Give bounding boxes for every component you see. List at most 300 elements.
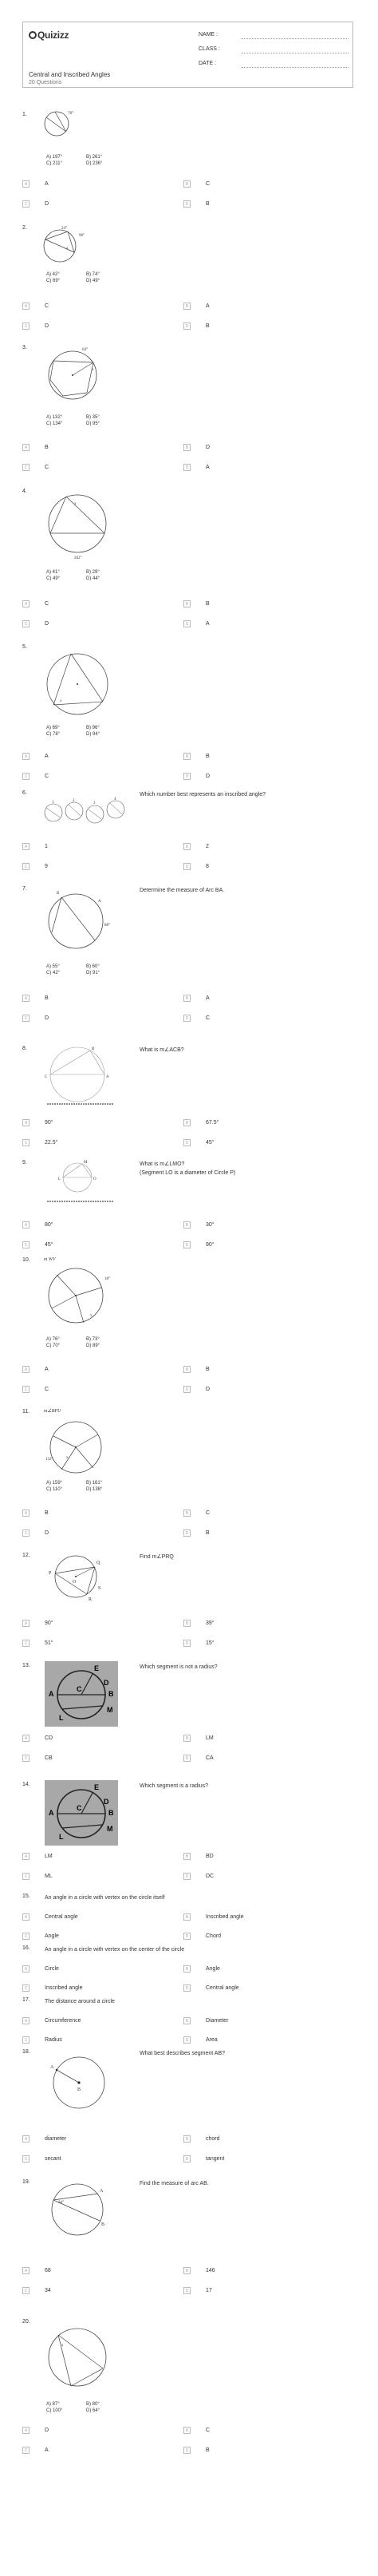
option-letter-box: B	[183, 2267, 191, 2274]
option-text: 51°	[45, 1640, 53, 1646]
option-text: Inscribed angle	[45, 1985, 83, 1991]
question-text: Which segment is not a radius?	[140, 1664, 218, 1670]
option-text: 45°	[206, 1140, 215, 1146]
question-number: 3.	[22, 345, 27, 350]
option-letter-box: C	[22, 863, 30, 870]
logo-text: Quizizz	[37, 30, 69, 41]
question-figure	[42, 1407, 122, 1483]
choice-c: C) 69°	[46, 279, 61, 283]
circle-diagram	[42, 346, 106, 402]
choice-a: A) 159°	[46, 1481, 63, 1486]
choice-d: D) 94°	[86, 732, 100, 737]
point-l-label: L	[59, 1714, 64, 1722]
option-text: C	[206, 2428, 211, 2433]
point-c-label: C	[77, 1804, 82, 1812]
circle-diagram	[42, 889, 122, 957]
option-letter-box: B	[183, 753, 191, 760]
option-text: C	[206, 181, 211, 187]
question-2	[22, 225, 357, 337]
point-o-label: O	[93, 1177, 96, 1181]
point-a-label: A	[49, 1690, 54, 1698]
option-text: C	[45, 465, 49, 470]
circle-photo	[45, 1780, 118, 1846]
question-text: What is m∠ACB?	[140, 1047, 184, 1053]
option-letter-box: A	[22, 1620, 30, 1627]
option-letter-box: D	[183, 2287, 191, 2294]
figure-label-1: 1	[52, 801, 54, 805]
option-text: Area	[206, 2037, 218, 2043]
option-letter-box: A	[22, 444, 30, 451]
option-text: C	[45, 774, 49, 779]
option-text: 39°	[206, 1620, 215, 1626]
option-text: chord	[206, 2136, 220, 2142]
figure-label-2: 2	[73, 799, 75, 803]
question-number: 1.	[22, 112, 27, 117]
choice-d: D) 49°	[86, 279, 100, 283]
option-text: D	[206, 774, 211, 779]
option-letter-box: C	[22, 620, 30, 627]
option-letter-box: A	[22, 995, 30, 1002]
question-20	[22, 2319, 357, 2463]
option-text: A	[206, 995, 210, 1001]
choice-b: B) 60°	[86, 964, 100, 969]
question-text: Find m∠PRQ	[140, 1554, 174, 1560]
option-text: 90°	[206, 1242, 215, 1248]
option-text: Angle	[206, 1966, 220, 1972]
option-letter-box: B	[183, 1366, 191, 1373]
option-text: A	[45, 754, 49, 759]
circle-diagram	[42, 1160, 122, 1206]
point-e-label: E	[94, 1664, 100, 1672]
choice-d: D) 44°	[86, 576, 100, 581]
option-text: B	[206, 1530, 210, 1536]
option-text: A	[206, 621, 210, 627]
option-letter-box: D	[183, 863, 191, 870]
option-text: C	[45, 303, 49, 309]
arc-label: 98°	[79, 234, 85, 238]
point-b-label: B	[92, 1047, 95, 1051]
option-text: B	[206, 323, 210, 329]
option-letter-box: B	[183, 1510, 191, 1517]
point-c-label: C	[45, 1075, 48, 1079]
question-text: Find the measure of arc AB.	[140, 2181, 209, 2186]
option-letter-box: C	[22, 1755, 30, 1762]
option-text: LM	[45, 1854, 53, 1859]
circle-photo	[45, 1661, 118, 1727]
option-text: 22.5°	[45, 1140, 58, 1146]
option-letter-box: C	[22, 1241, 30, 1248]
option-text: 45°	[45, 1242, 53, 1248]
option-text: LM	[206, 1735, 214, 1741]
question-figure	[42, 2179, 122, 2243]
option-text: A	[45, 1367, 49, 1372]
option-text: Central angle	[45, 1914, 78, 1920]
question-number: 4.	[22, 489, 27, 494]
circle-diagram	[42, 2324, 122, 2396]
choice-a: A) 42°	[46, 272, 60, 277]
option-letter-box: B	[183, 444, 191, 451]
question-number: 2.	[22, 225, 27, 231]
option-text: C	[206, 1015, 211, 1021]
choice-b: B) 35°	[86, 415, 100, 420]
angle-notation-label: m∠BPU	[44, 1409, 61, 1414]
option-text: diameter	[45, 2136, 67, 2142]
circle-diagram	[42, 1256, 122, 1332]
choice-a: A) 197°	[46, 155, 63, 160]
circle-diagram	[42, 1407, 122, 1483]
point-b-label: B	[108, 1809, 114, 1817]
option-text: C	[45, 1387, 49, 1392]
logo-ring-icon	[29, 31, 37, 39]
option-letter-box: C	[22, 1139, 30, 1146]
question-text: What best describes segment AB?	[140, 2051, 225, 2056]
option-letter-box: C	[22, 1386, 30, 1393]
option-text: A	[45, 181, 49, 187]
option-text: Angle	[45, 1933, 59, 1939]
choice-c: C) 78°	[46, 732, 61, 737]
option-letter-box: B	[183, 1735, 191, 1742]
option-text: A	[206, 303, 210, 309]
option-letter-box: C	[22, 773, 30, 780]
arc-notation-label: m WV	[44, 1257, 56, 1262]
option-text: D	[45, 201, 49, 207]
name-field[interactable]	[199, 32, 348, 39]
option-text: DC	[206, 1874, 215, 1879]
angle-label: 24°	[61, 227, 67, 231]
point-l-label: L	[58, 1177, 61, 1181]
option-letter-box: B	[183, 600, 191, 607]
option-text: B	[206, 201, 210, 207]
point-l-label: L	[59, 1833, 64, 1841]
class-field[interactable]	[199, 46, 348, 53]
option-letter-box: D	[183, 464, 191, 471]
question-number: 15.	[22, 1893, 30, 1899]
question-figure	[42, 889, 122, 957]
choice-b: B) 161°	[86, 1481, 103, 1486]
point-q-label: Q	[96, 1561, 100, 1565]
point-b-label: B	[101, 2222, 105, 2227]
question-figure	[42, 225, 98, 271]
choice-d: D) 236°	[86, 161, 103, 166]
option-letter-box: D	[183, 2036, 191, 2044]
question-figure	[42, 795, 130, 829]
option-text: B	[45, 445, 49, 450]
unknown-label: x	[61, 2344, 64, 2348]
option-letter-box: D	[183, 1755, 191, 1762]
option-text: CB	[45, 1755, 53, 1761]
question-15	[22, 1893, 357, 1939]
option-text: 9	[45, 864, 48, 869]
question-8	[22, 1046, 357, 1150]
choice-c: C) 49°	[46, 576, 61, 581]
choice-a: A) 69°	[46, 726, 60, 730]
option-text: B	[206, 754, 210, 759]
option-text: Central angle	[206, 1985, 239, 1991]
option-letter-box: C	[22, 2155, 30, 2162]
option-letter-box: B	[183, 1119, 191, 1126]
option-text: Diameter	[206, 2018, 229, 2024]
question-13	[22, 1663, 357, 1767]
option-letter-box: B	[183, 303, 191, 310]
option-text: 34	[45, 2288, 51, 2293]
question-number: 6.	[22, 790, 27, 796]
name-label: NAME :	[199, 32, 219, 38]
question-text: What is m∠LMO?	[140, 1161, 185, 1167]
point-e-label: E	[94, 1783, 100, 1791]
option-text: ML	[45, 1874, 53, 1879]
option-letter-box: B	[183, 843, 191, 850]
arc-label: 18°	[104, 1277, 110, 1281]
question-9	[22, 1160, 357, 1252]
arc-label: 132°	[45, 1458, 53, 1462]
quizizz-logo	[29, 30, 69, 41]
option-letter-box: D	[183, 1241, 191, 1248]
option-letter-box: C	[22, 1015, 30, 1022]
option-letter-box: A	[22, 843, 30, 850]
choice-b: B) 29°	[86, 570, 100, 575]
question-number: 8.	[22, 1046, 27, 1051]
option-letter-box: D	[183, 1015, 191, 1022]
question-3	[22, 345, 357, 477]
worksheet-title: Central and Inscribed Angles	[29, 71, 111, 78]
option-text: 146	[206, 2268, 215, 2273]
option-letter-box: C	[22, 1933, 30, 1940]
question-figure	[42, 1256, 122, 1332]
option-letter-box: B	[183, 1620, 191, 1627]
option-text: B	[206, 601, 210, 607]
option-letter-box: C	[22, 200, 30, 208]
choice-a: A) 41°	[46, 570, 60, 575]
option-letter-box: D	[183, 773, 191, 780]
option-letter-box: A	[22, 2427, 30, 2434]
point-r-label: R	[89, 1597, 93, 1602]
question-figure	[42, 2052, 122, 2116]
question-number: 12.	[22, 1553, 30, 1558]
option-letter-box: C	[22, 2447, 30, 2454]
unknown-label: x	[66, 1456, 69, 1460]
option-letter-box: D	[183, 1386, 191, 1393]
point-a-label: A	[100, 2189, 104, 2194]
question-number: 14.	[22, 1782, 30, 1787]
option-letter-box: B	[183, 1965, 191, 1973]
unknown-label: x	[92, 368, 94, 372]
date-line	[242, 67, 348, 68]
angle-label: 34°	[58, 2201, 64, 2205]
question-text: Which segment is a radius?	[140, 1783, 208, 1789]
circle-diagram	[42, 2179, 122, 2243]
question-17	[22, 1997, 357, 2043]
question-18	[22, 2049, 357, 2169]
circle-diagram	[42, 1553, 122, 1605]
option-text: 8	[206, 864, 209, 869]
choice-b: B) 96°	[86, 726, 100, 730]
question-11	[22, 1409, 357, 1545]
choice-c: C) 70°	[46, 1343, 61, 1348]
figure-label-3: 3	[93, 801, 96, 805]
option-letter-box: C	[22, 1984, 30, 1992]
choice-d: D) 91°	[86, 971, 100, 975]
option-letter-box: A	[22, 303, 30, 310]
option-letter-box: D	[183, 1139, 191, 1146]
option-text: D	[45, 621, 49, 627]
name-line	[242, 38, 348, 39]
option-text: D	[45, 1530, 49, 1536]
choice-c: C) 211°	[46, 161, 62, 166]
circle-diagram	[42, 492, 122, 560]
point-b-label: B	[57, 892, 60, 896]
question-number: 18.	[22, 2049, 30, 2055]
date-label: DATE :	[199, 61, 217, 66]
choice-d: D) 95°	[86, 421, 100, 426]
question-5	[22, 644, 357, 788]
choice-a: A) 76°	[46, 1337, 60, 1342]
point-a-label: A	[106, 1075, 109, 1079]
option-letter-box: C	[22, 1529, 30, 1537]
option-text: C	[206, 1510, 211, 1516]
question-7	[22, 886, 357, 1034]
option-letter-box: A	[22, 600, 30, 607]
option-letter-box: A	[22, 753, 30, 760]
date-field[interactable]	[199, 61, 348, 68]
question-14	[22, 1782, 357, 1886]
point-p-label: P	[49, 1571, 52, 1576]
choice-c: C) 110°	[46, 1487, 62, 1492]
question-text: The distance around a circle	[45, 1999, 115, 2004]
option-text: tangent	[206, 2156, 225, 2162]
question-count: 20 Questions	[29, 80, 62, 85]
worksheet-header	[22, 22, 353, 88]
question-figure	[42, 1553, 122, 1605]
option-letter-box: A	[22, 1366, 30, 1373]
option-text: CD	[45, 1735, 53, 1741]
question-4	[22, 489, 357, 632]
point-a-label: A	[49, 1809, 54, 1817]
question-number: 13.	[22, 1663, 30, 1668]
choice-b: B) 73°	[86, 1337, 100, 1342]
option-text: D	[45, 2428, 49, 2433]
choice-d: D) 89°	[86, 1343, 100, 1348]
option-letter-box: D	[183, 620, 191, 627]
choice-a: A) 55°	[46, 964, 60, 969]
option-letter-box: D	[183, 322, 191, 330]
question-figure	[42, 1046, 122, 1106]
question-figure	[42, 1160, 122, 1206]
point-d-label: D	[104, 1798, 109, 1806]
option-letter-box: A	[22, 1510, 30, 1517]
choice-b: B) 261°	[86, 155, 103, 160]
option-text: B	[206, 2447, 210, 2453]
option-text: secant	[45, 2156, 61, 2162]
unknown-label: x	[90, 1314, 93, 1318]
question-number: 5.	[22, 644, 27, 650]
option-letter-box: D	[183, 2447, 191, 2454]
option-letter-box: A	[22, 2017, 30, 2024]
question-subtext: (Segment LO is a diameter of Circle P)	[140, 1170, 236, 1176]
choice-a: A) 132°	[46, 415, 63, 420]
question-16	[22, 1945, 357, 1991]
option-letter-box: B	[183, 180, 191, 188]
question-figure	[42, 492, 122, 560]
arc-label: 64°	[82, 348, 88, 352]
option-text: Circumference	[45, 2018, 81, 2024]
option-letter-box: A	[22, 2135, 30, 2143]
question-figure	[42, 2324, 122, 2396]
choice-c: C) 100°	[46, 2408, 63, 2413]
choice-d: D) 64°	[86, 2408, 100, 2413]
question-figure	[42, 109, 98, 145]
question-number: 7.	[22, 886, 27, 892]
option-letter-box: B	[183, 2135, 191, 2143]
circle-diagram	[42, 2052, 122, 2116]
arc-label: 88°	[104, 924, 110, 928]
option-text: BD	[206, 1854, 214, 1859]
option-text: 30°	[206, 1222, 215, 1228]
unknown-label: x	[66, 247, 69, 251]
option-text: B	[45, 995, 49, 1001]
option-text: 1	[45, 844, 48, 849]
point-s-label: S	[98, 1586, 101, 1591]
question-number: 10.	[22, 1257, 30, 1263]
option-letter-box: D	[183, 1529, 191, 1537]
option-text: B	[45, 1510, 49, 1516]
choice-b: B) 74°	[86, 272, 100, 277]
option-text: 90°	[45, 1120, 53, 1126]
option-letter-box: B	[183, 995, 191, 1002]
point-d-label: D	[104, 1679, 109, 1687]
option-text: CA	[206, 1755, 214, 1761]
option-text: D	[45, 1015, 49, 1021]
option-letter-box: A	[22, 180, 30, 188]
option-letter-box: A	[22, 1913, 30, 1921]
option-text: 15°	[206, 1640, 215, 1646]
option-letter-box: A	[22, 1853, 30, 1860]
point-m-label: M	[84, 1161, 88, 1165]
point-c-label: C	[77, 1685, 82, 1693]
class-label: CLASS :	[199, 46, 220, 52]
option-letter-box: A	[22, 1965, 30, 1973]
option-letter-box: D	[183, 1873, 191, 1880]
option-letter-box: B	[183, 1221, 191, 1229]
angle-label: 78°	[68, 112, 73, 116]
unknown-label: x	[60, 699, 62, 703]
option-letter-box: C	[22, 2287, 30, 2294]
option-text: Chord	[206, 1933, 222, 1939]
choice-d: D) 138°	[86, 1487, 103, 1492]
option-text: Radius	[45, 2037, 62, 2043]
option-letter-box: A	[22, 1119, 30, 1126]
figure-label-4: 4	[114, 797, 116, 801]
choice-a: A) 87°	[46, 2402, 60, 2407]
point-m-label: M	[107, 1706, 113, 1714]
option-letter-box: A	[22, 1735, 30, 1742]
circle-diagram	[42, 651, 122, 718]
question-text: Which number best represents an inscribed angle?	[140, 792, 266, 797]
circle-diagram	[45, 1780, 118, 1846]
option-letter-box: B	[183, 1913, 191, 1921]
option-text: 90°	[45, 1620, 53, 1626]
option-letter-box: C	[22, 1640, 30, 1647]
point-a-label: A	[98, 900, 101, 904]
choice-c: C) 134°	[46, 421, 63, 426]
choice-c: C) 42°	[46, 971, 61, 975]
option-letter-box: D	[183, 2155, 191, 2162]
option-text: D	[45, 323, 49, 329]
option-text: D	[206, 1387, 211, 1392]
question-10	[22, 1257, 357, 1401]
question-1	[22, 112, 357, 220]
arc-label: 202°	[74, 556, 82, 560]
question-number: 9.	[22, 1160, 27, 1165]
